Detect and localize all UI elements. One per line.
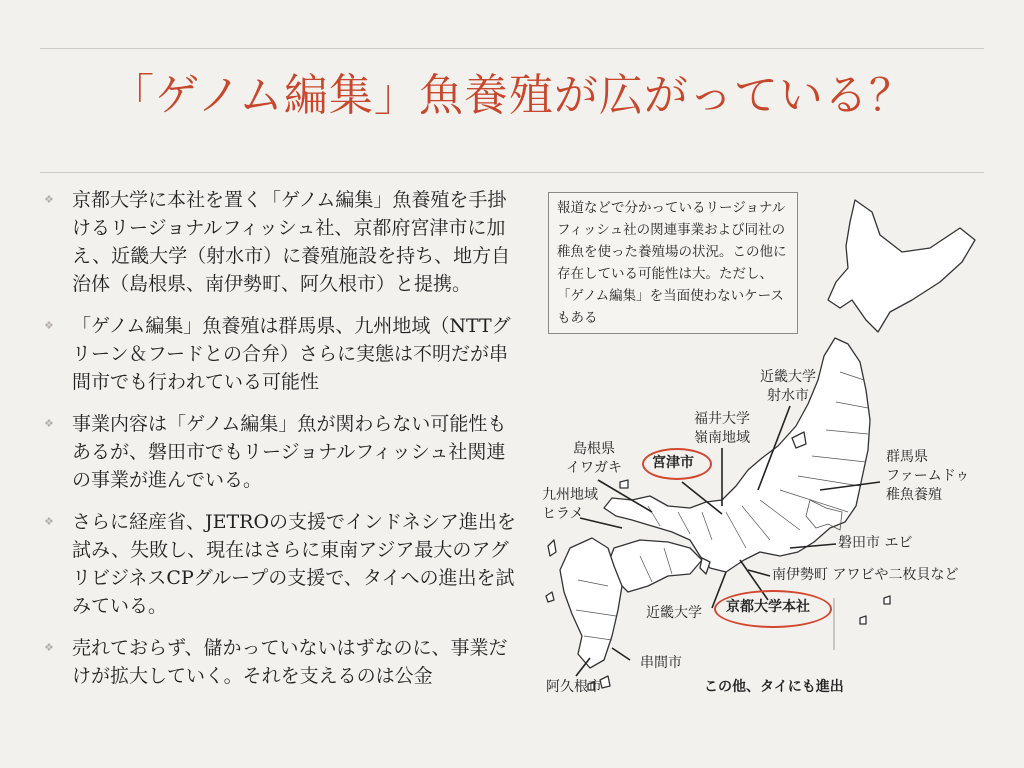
bullet-text: 京都大学に本社を置く「ゲノム編集」魚養殖を手掛けるリージョナルフィッシュ社、京都府宮津市に加え、近畿大学（射水市）に養殖施設を持ち、地方自治体（島根県、南伊勢町、阿久根市）と提携。 — [72, 189, 511, 295]
slide-title: 「ゲノム編集」魚養殖が広がっている？ — [110, 70, 914, 121]
label-shimane: 島根県 イワガキ — [566, 441, 622, 476]
bullet-text: 「ゲノム編集」魚養殖は群馬県、九州地域（NTTグリーン＆フードとの合弁）さらに実態は不明だが串間市でも行われている可能性 — [72, 315, 511, 393]
hokkaido-shape — [828, 200, 975, 332]
label-fukui: 福井大学 嶺南地域 — [694, 411, 750, 446]
diamond-icon: ❖ — [44, 641, 54, 654]
label-kushima: 串間市 — [640, 655, 682, 671]
label-kyushu: 九州地域 ヒラメ — [542, 487, 598, 522]
map-note: 報道などで分かっているリージョナルフィッシュ社の関連事業および同社の稚魚を使った養殖場の状況。この他に存在している可能性は大。ただし、「ゲノム編集」を当面使わないケースもある — [548, 192, 798, 334]
ogasawara-islands — [884, 596, 890, 604]
label-minamiise: 南伊勢町 アワビや二枚貝など — [772, 567, 959, 583]
izu-islands — [860, 616, 866, 624]
bullet-text: 事業内容は「ゲノム編集」魚が関わらない可能性もあるが、磐田市でもリージョナルフィッシュ社関連の事業が進んでいる。 — [72, 413, 507, 491]
diamond-icon: ❖ — [44, 515, 54, 528]
diamond-icon: ❖ — [44, 319, 54, 332]
bullet-item — [40, 410, 520, 494]
title-rule — [40, 172, 984, 173]
bullet-text: 売れておらず、儲かっていないはずなのに、事業だけが拡大していく。それを支えるのは公金 — [72, 637, 508, 687]
diamond-icon: ❖ — [44, 417, 54, 430]
label-gunma: 群馬県 ファームドゥ 稚魚養殖 — [886, 449, 970, 503]
label-kindai: 近畿大学 — [646, 605, 702, 621]
label-kindai-imizu: 近畿大学 射水市 — [760, 369, 816, 404]
oki-island — [620, 480, 628, 488]
bullet-item — [40, 186, 520, 298]
tsushima-island — [548, 540, 556, 556]
label-akune: 阿久根市 — [546, 679, 602, 695]
label-iwata: 磐田市 エビ — [838, 535, 913, 551]
diamond-icon: ❖ — [44, 193, 54, 206]
bullet-item — [40, 634, 520, 690]
label-miyazu: 宮津市 — [652, 455, 694, 471]
honshu-shape — [604, 338, 870, 572]
bullet-item — [40, 508, 520, 620]
label-kyoto-hq: 京都大学本社 — [726, 599, 810, 615]
top-rule — [40, 48, 984, 49]
bullet-text: さらに経産省、JETROの支援でインドネシア進出を試み、失敗し、現在はさらに東南アジア最大のアグリビジネスCPグループの支援で、タイへの進出を試みている。 — [72, 511, 516, 617]
shikoku-shape — [608, 540, 702, 592]
label-thailand: この他、タイにも進出 — [704, 679, 844, 695]
goto-islands — [546, 592, 554, 602]
bullet-list — [40, 186, 520, 704]
bullet-item — [40, 312, 520, 396]
